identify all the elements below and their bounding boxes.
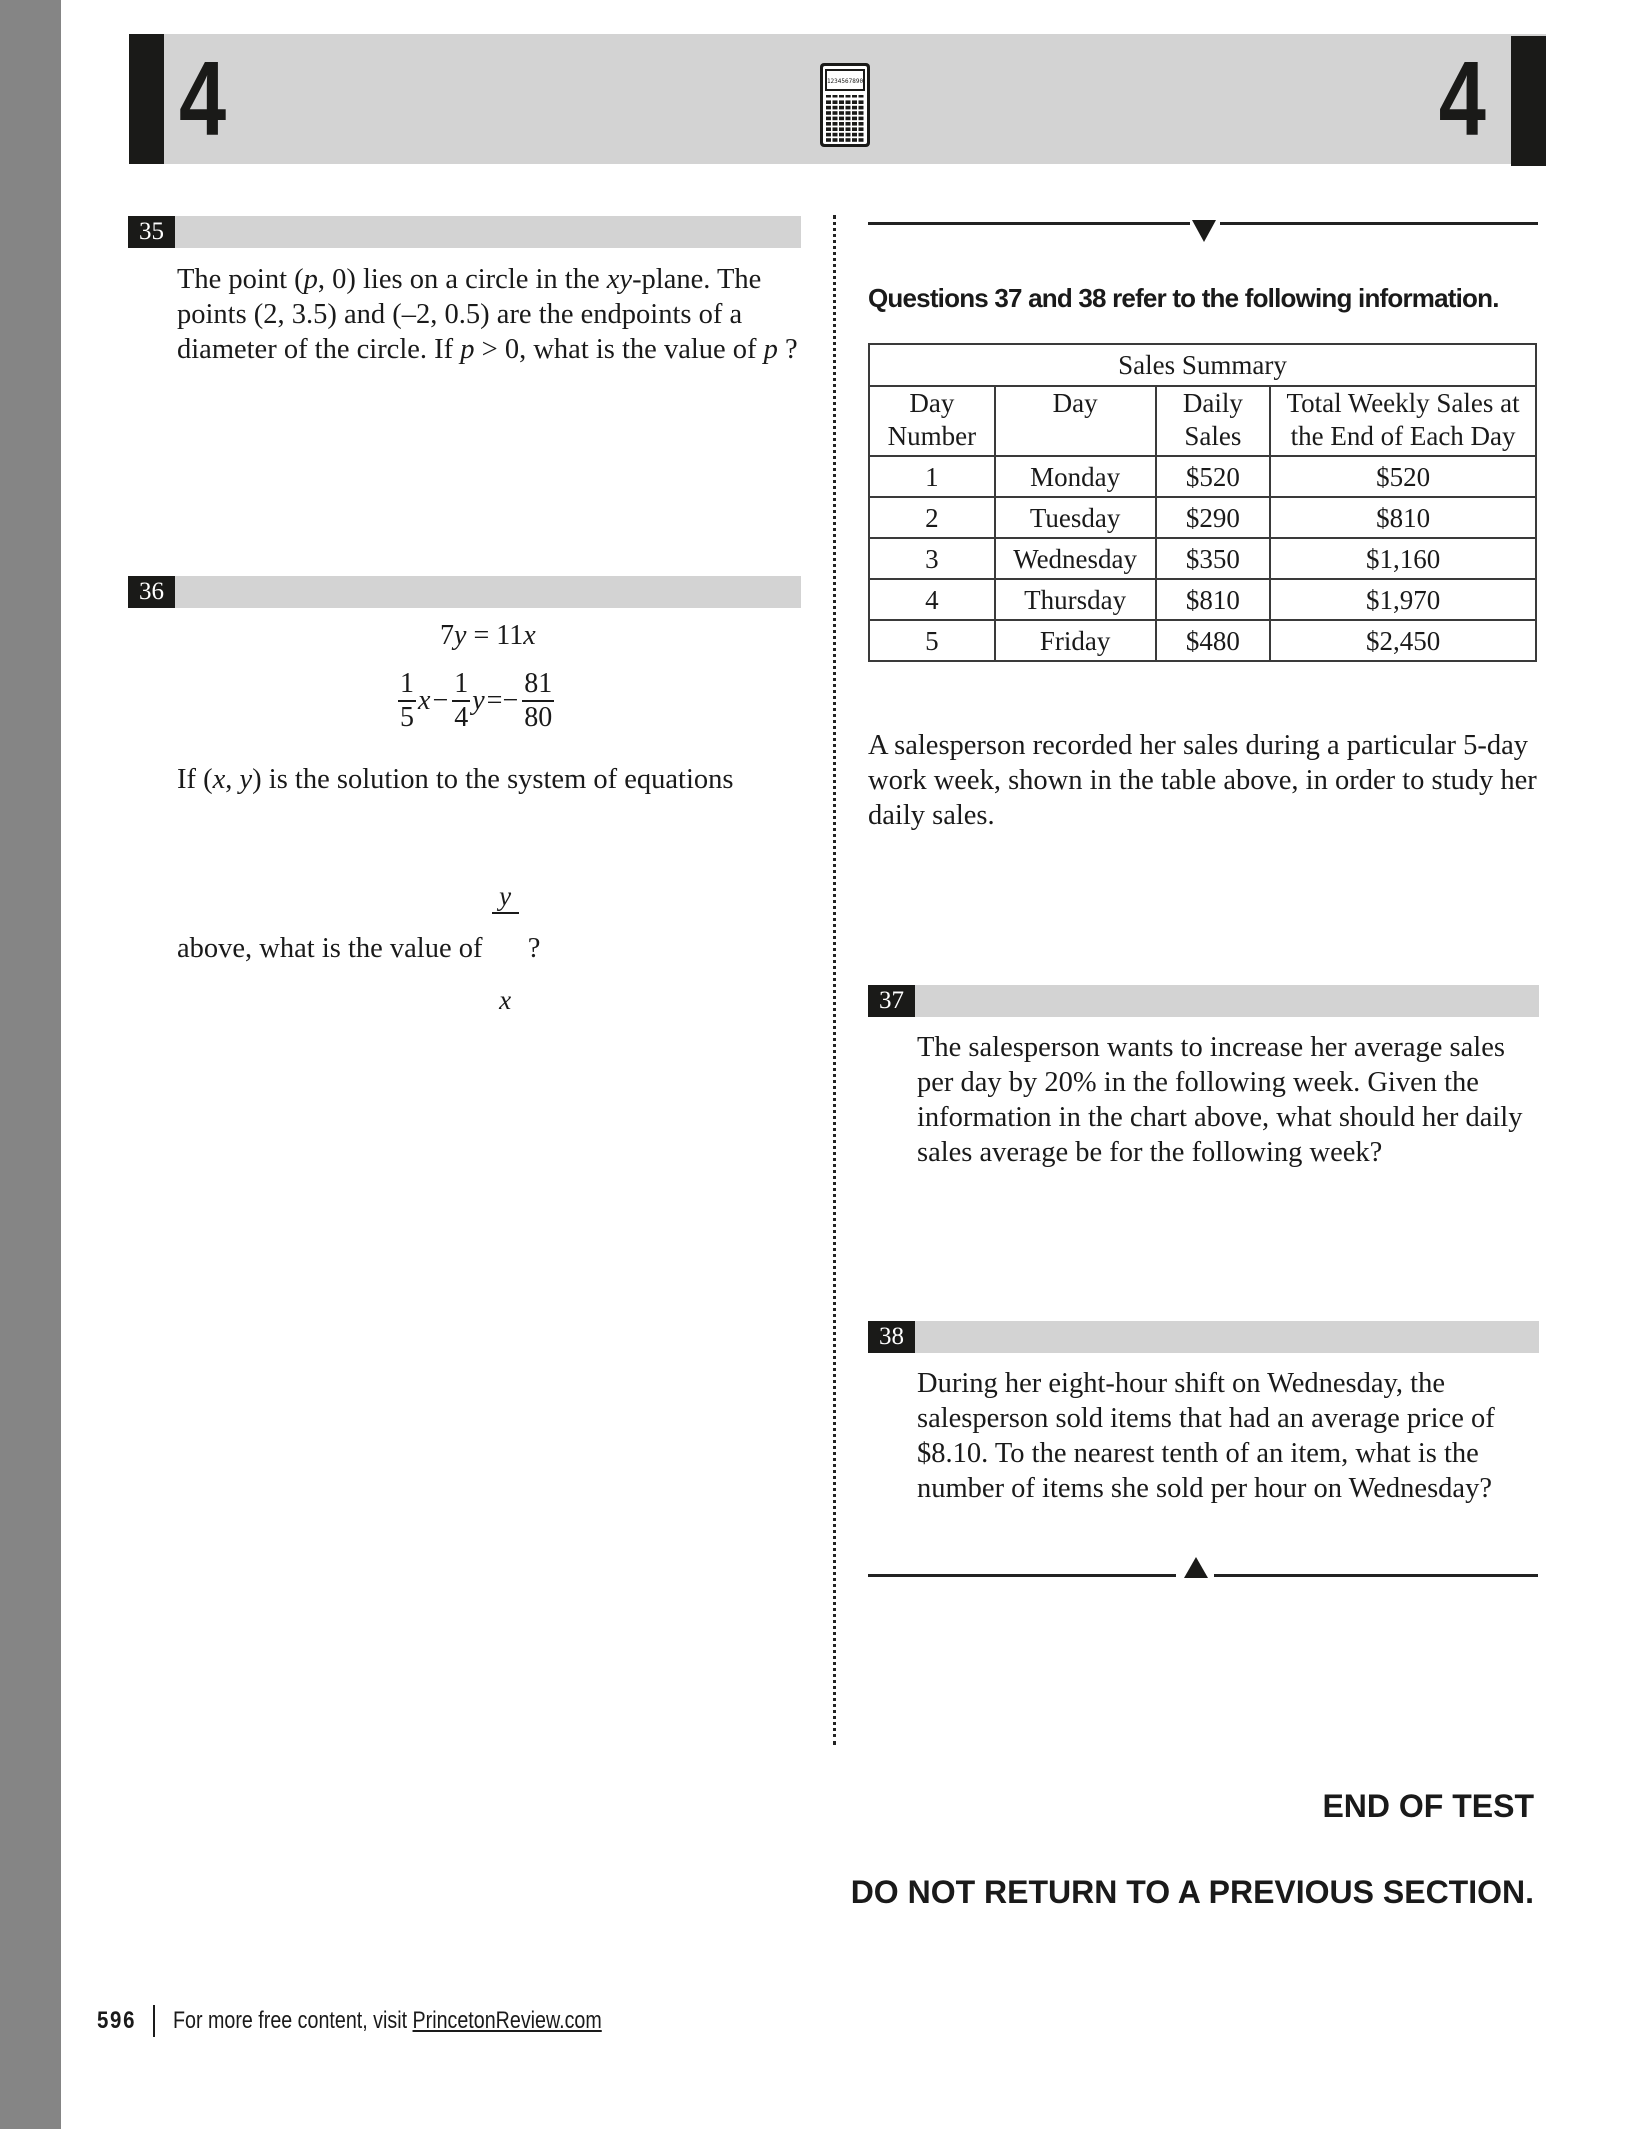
question-36-line-2 bbox=[177, 810, 540, 1086]
question-number: 35 bbox=[128, 216, 175, 248]
calculator-key bbox=[852, 133, 857, 137]
eq2-equals-negative: =− bbox=[486, 685, 519, 716]
frac-numerator: y bbox=[492, 880, 519, 914]
divider-line bbox=[1214, 1574, 1538, 1577]
var-x: x bbox=[212, 764, 226, 795]
calculator-key bbox=[859, 100, 864, 104]
intro-heading: Questions 37 and 38 refer to the following information. bbox=[868, 283, 1499, 313]
frac-denominator: x bbox=[499, 985, 512, 1015]
frac-numerator: 81 bbox=[522, 668, 554, 702]
footer-credit bbox=[173, 2007, 602, 2035]
text-line: $8.10. To the nearest tenth of an item, what is the bbox=[917, 1438, 1479, 1469]
calculator-key bbox=[839, 100, 844, 104]
page-number: 596 bbox=[97, 2007, 137, 2034]
column-header bbox=[869, 386, 995, 456]
eq1-var-x: x bbox=[523, 620, 536, 651]
table-cell: $520 bbox=[1270, 456, 1536, 497]
table-row bbox=[869, 579, 1536, 620]
calculator-key bbox=[859, 127, 864, 131]
eq1-equals: = bbox=[466, 620, 497, 651]
eq1-coef-y: 7 bbox=[440, 620, 454, 651]
calculator-key bbox=[826, 127, 831, 131]
table-row bbox=[869, 497, 1536, 538]
calculator-key bbox=[859, 138, 864, 142]
calculator-key bbox=[826, 117, 831, 121]
down-arrow-icon bbox=[1192, 220, 1216, 242]
text-line: daily sales. bbox=[868, 800, 995, 831]
text-segment: If ( bbox=[177, 764, 213, 795]
calculator-key bbox=[852, 138, 857, 142]
calculator-key bbox=[859, 106, 864, 110]
sales-summary-table bbox=[868, 343, 1537, 662]
calculator-key bbox=[833, 133, 838, 137]
text-line: diameter of the circle. If p > 0, what is the value of p ? bbox=[177, 334, 798, 365]
table-row bbox=[869, 456, 1536, 497]
question-37-text bbox=[917, 1030, 1547, 1170]
text-line: During her eight-hour shift on Wednesday, the bbox=[917, 1368, 1446, 1399]
table-cell: 1 bbox=[869, 456, 995, 497]
table-cell: Tuesday bbox=[995, 497, 1156, 538]
footer-separator bbox=[153, 2005, 155, 2037]
eq2-minus: − bbox=[432, 685, 449, 716]
question-35-bar bbox=[128, 216, 801, 248]
eq1-coef-x: 11 bbox=[496, 620, 524, 651]
calculator-key bbox=[852, 100, 857, 104]
calculator-key bbox=[852, 117, 857, 121]
eq2-var-x: x bbox=[418, 685, 431, 716]
question-36-line-1 bbox=[177, 762, 817, 797]
calculator-key bbox=[833, 122, 838, 126]
do-not-return-label: DO NOT RETURN TO A PREVIOUS SECTION. bbox=[850, 1874, 1534, 1910]
header-line: the End of Each Day bbox=[1290, 421, 1516, 451]
fraction-81-80 bbox=[522, 668, 554, 734]
calculator-key bbox=[846, 133, 851, 137]
calculator-key bbox=[833, 127, 838, 131]
table-cell: $810 bbox=[1270, 497, 1536, 538]
calculator-key bbox=[839, 95, 844, 98]
column-header bbox=[995, 386, 1156, 456]
calculator-key bbox=[839, 127, 844, 131]
page-edge-strip bbox=[0, 0, 61, 2129]
table-cell: $2,450 bbox=[1270, 620, 1536, 661]
question-36-bar bbox=[128, 576, 801, 608]
column-header bbox=[1270, 386, 1536, 456]
calculator-key bbox=[833, 117, 838, 121]
calculator-icon bbox=[817, 61, 873, 149]
calculator-key bbox=[859, 122, 864, 126]
text-line: work week, shown in the table above, in order to study her bbox=[868, 765, 1537, 796]
text-segment: , bbox=[225, 764, 240, 795]
header-bar-left bbox=[129, 34, 164, 164]
table-cell: 2 bbox=[869, 497, 995, 538]
math-variable: p bbox=[763, 334, 778, 365]
frac-numerator: 1 bbox=[452, 668, 470, 702]
header-bar-right bbox=[1511, 36, 1546, 166]
text-line: The point (p, 0) lies on a circle in the xy-plane. The bbox=[177, 264, 762, 295]
math-variable: p bbox=[303, 264, 318, 295]
calculator-key bbox=[852, 127, 857, 131]
calculator-key bbox=[852, 106, 857, 110]
math-variable: xy bbox=[606, 264, 633, 295]
table-cell: $350 bbox=[1156, 538, 1271, 579]
text-line: information in the chart above, what should her daily bbox=[917, 1102, 1523, 1133]
section-number-right: 4 bbox=[1438, 40, 1486, 158]
calculator-key bbox=[839, 133, 844, 137]
calculator-key bbox=[826, 122, 831, 126]
calculator-key bbox=[852, 122, 857, 126]
calculator-key bbox=[839, 106, 844, 110]
fraction-1-4 bbox=[452, 668, 470, 734]
calculator-key bbox=[852, 95, 857, 98]
question-number: 38 bbox=[868, 1321, 915, 1353]
column-divider bbox=[833, 215, 836, 1745]
up-arrow-icon bbox=[1184, 1557, 1208, 1578]
footer-credit-text: For more free content, visit bbox=[173, 2007, 413, 2034]
calculator-key bbox=[826, 133, 831, 137]
calculator-key bbox=[846, 95, 851, 98]
calculator-key bbox=[859, 95, 864, 98]
table-cell: 4 bbox=[869, 579, 995, 620]
question-number: 37 bbox=[868, 985, 915, 1017]
table-cell: $480 bbox=[1156, 620, 1271, 661]
calculator-key bbox=[859, 111, 864, 115]
table-cell: $290 bbox=[1156, 497, 1271, 538]
header-line: Day bbox=[909, 388, 955, 418]
eq2-var-y: y bbox=[472, 685, 485, 716]
calculator-key bbox=[859, 117, 864, 121]
calculator-key bbox=[839, 117, 844, 121]
section-end-divider bbox=[868, 1561, 1538, 1591]
divider-line bbox=[868, 222, 1190, 225]
header-line bbox=[996, 420, 1155, 453]
math-variable: p bbox=[460, 334, 475, 365]
header-line: Day bbox=[1052, 388, 1098, 418]
column-header bbox=[1156, 386, 1271, 456]
svg-text:1234567890: 1234567890 bbox=[826, 78, 864, 85]
table-cell: Wednesday bbox=[995, 538, 1156, 579]
calculator-key bbox=[846, 117, 851, 121]
calculator-key bbox=[833, 111, 838, 115]
calculator-key bbox=[852, 111, 857, 115]
calculator-key bbox=[833, 106, 838, 110]
calculator-key bbox=[833, 138, 838, 142]
princeton-review-link[interactable]: PrincetonReview.com bbox=[412, 2007, 602, 2034]
divider-line bbox=[1220, 222, 1538, 225]
table-row bbox=[869, 620, 1536, 661]
text-segment: ) is the solution to the system of equations bbox=[252, 764, 734, 795]
header-line: Number bbox=[887, 421, 977, 451]
table-cell: $1,160 bbox=[1270, 538, 1536, 579]
calculator-key bbox=[839, 138, 844, 142]
calculator-key bbox=[833, 100, 838, 104]
frac-numerator: 1 bbox=[398, 668, 416, 702]
table-caption: Sales Summary bbox=[869, 344, 1536, 386]
table-cell: $520 bbox=[1156, 456, 1271, 497]
table-cell: Monday bbox=[995, 456, 1156, 497]
calculator-key bbox=[826, 100, 831, 104]
section-start-divider bbox=[868, 209, 1538, 239]
table-cell: $1,970 bbox=[1270, 579, 1536, 620]
frac-denominator: 80 bbox=[524, 702, 553, 733]
table-cell: Thursday bbox=[995, 579, 1156, 620]
table-cell: 5 bbox=[869, 620, 995, 661]
equation-2 bbox=[396, 668, 556, 734]
calculator-key bbox=[826, 111, 831, 115]
calculator-key bbox=[839, 111, 844, 115]
header-line: Sales bbox=[1184, 421, 1242, 451]
text-segment: ? bbox=[520, 932, 541, 964]
text-line: per day by 20% in the following week. Given the bbox=[917, 1067, 1479, 1098]
table-row bbox=[869, 538, 1536, 579]
question-38-text bbox=[917, 1366, 1547, 1506]
fraction-1-5 bbox=[398, 668, 416, 734]
eq1-var-y: y bbox=[454, 620, 467, 651]
equation-1 bbox=[440, 620, 536, 652]
calculator-key bbox=[826, 138, 831, 142]
question-38-bar bbox=[868, 1321, 1539, 1353]
text-line: salesperson sold items that had an average price of bbox=[917, 1403, 1495, 1434]
table-cell: 3 bbox=[869, 538, 995, 579]
passage-text bbox=[868, 728, 1558, 833]
text-line: sales average be for the following week? bbox=[917, 1137, 1383, 1168]
frac-denominator: 5 bbox=[400, 702, 414, 733]
question-35-text bbox=[177, 262, 797, 367]
text-line: points (2, 3.5) and (–2, 0.5) are the endpoints of a bbox=[177, 299, 743, 330]
section-number-left: 4 bbox=[179, 40, 227, 158]
table-cell: Friday bbox=[995, 620, 1156, 661]
calculator-key bbox=[846, 100, 851, 104]
text-line: number of items she sold per hour on Wednesday? bbox=[917, 1473, 1492, 1504]
end-of-test-label: END OF TEST bbox=[1322, 1788, 1534, 1824]
calculator-key bbox=[839, 122, 844, 126]
fraction-y-over-x bbox=[492, 810, 519, 1086]
calculator-key bbox=[846, 122, 851, 126]
text-segment: above, what is the value of bbox=[177, 932, 490, 964]
frac-denominator: 4 bbox=[454, 702, 469, 733]
table-header-row bbox=[869, 386, 1536, 456]
text-line: The salesperson wants to increase her average sales bbox=[917, 1032, 1505, 1063]
calculator-key bbox=[833, 95, 838, 98]
question-number: 36 bbox=[128, 576, 175, 608]
question-37-bar bbox=[868, 985, 1539, 1017]
calculator-key bbox=[846, 138, 851, 142]
calculator-key bbox=[859, 133, 864, 137]
calculator-key bbox=[846, 127, 851, 131]
calculator-key bbox=[826, 95, 831, 98]
calculator-key bbox=[846, 106, 851, 110]
divider-line bbox=[868, 1574, 1176, 1577]
calculator-key bbox=[846, 111, 851, 115]
header-line: Total Weekly Sales at bbox=[1286, 388, 1520, 418]
calculator-key bbox=[826, 106, 831, 110]
header-line: Daily bbox=[1182, 388, 1243, 418]
text-line: A salesperson recorded her sales during a particular 5-day bbox=[868, 730, 1528, 761]
var-y: y bbox=[239, 764, 253, 795]
table-cell: $810 bbox=[1156, 579, 1271, 620]
page-footer bbox=[97, 2005, 696, 2037]
section-header bbox=[129, 34, 1546, 164]
